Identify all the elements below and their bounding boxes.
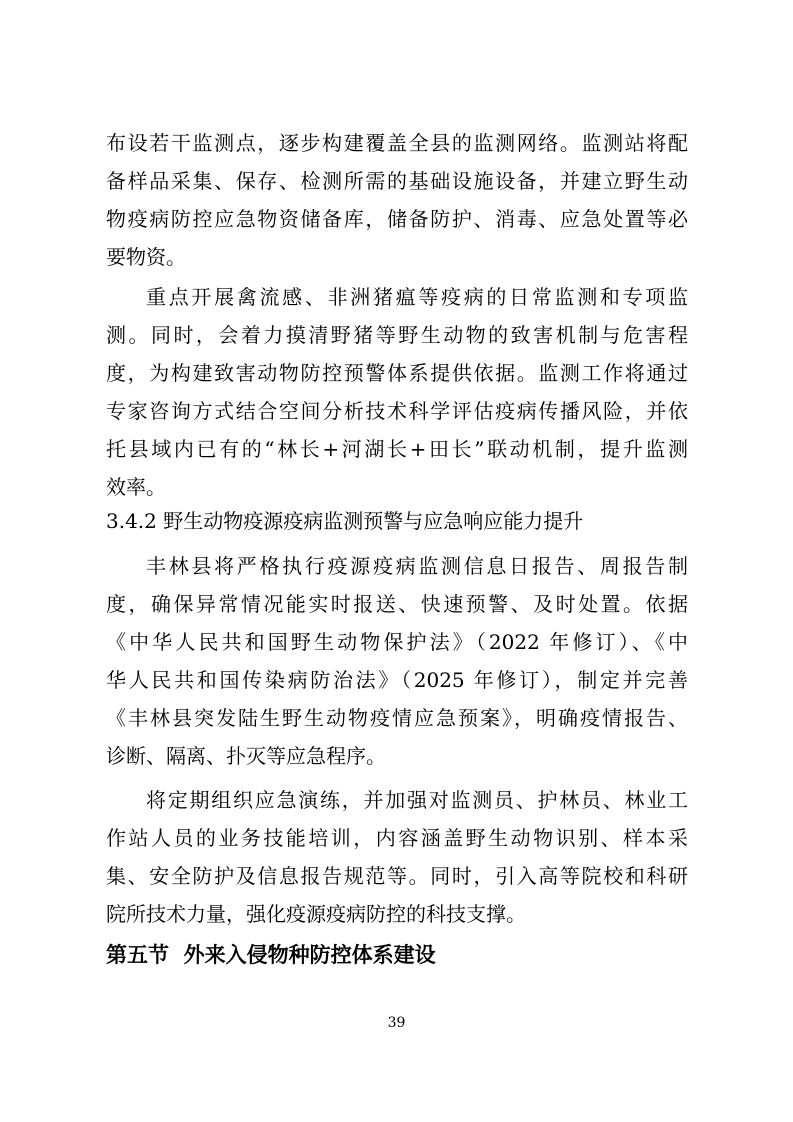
- paragraph-line: 测。同时，会着力摸清野猪等野生动物的致害机制与危害程: [106, 323, 688, 347]
- page-number: 39: [387, 1015, 406, 1031]
- paragraph-line: 效率。: [106, 475, 166, 499]
- paragraph-line: 作站人员的业务技能培训，内容涵盖野生动物识别、样本采: [106, 826, 688, 850]
- paragraph-line: 布设若干监测点，逐步构建覆盖全县的监测网络。监测站将配: [106, 131, 688, 155]
- paragraph-line: 集、安全防护及信息报告规范等。同时，引入高等院校和科研: [106, 864, 688, 888]
- paragraph-line: 院所技术力量，强化疫源疫病防控的科技支撑。: [106, 902, 526, 926]
- paragraph-line: 托县域内已有的“林长+河湖长+田长”联动机制，提升监测: [106, 437, 688, 461]
- paragraph-line: 将定期组织应急演练，并加强对监测员、护林员、林业工: [146, 788, 688, 812]
- paragraph-line: 《丰林县突发陆生野生动物疫情应急预案》，明确疫情报告、: [106, 706, 688, 730]
- paragraph: [106, 278, 688, 506]
- paragraph: [106, 124, 688, 276]
- paragraph-line: 备样品采集、保存、检测所需的基础设施设备，并建立野生动: [106, 169, 688, 193]
- subsection-heading: 3.4.2 野生动物疫源疫病监测预警与应急响应能力提升: [106, 509, 584, 533]
- paragraph-line: 度，为构建致害动物防控预警体系提供依据。监测工作将通过: [106, 361, 688, 385]
- section-heading: 第五节 外来入侵物种防控体系建设: [106, 943, 436, 967]
- paragraph-line: 重点开展禽流感、非洲猪瘟等疫病的日常监测和专项监: [146, 285, 688, 309]
- paragraph: [106, 781, 688, 933]
- paragraph: [106, 547, 688, 775]
- paragraph-line: 诊断、隔离、扑灭等应急程序。: [106, 744, 386, 768]
- paragraph-line: 丰林县将严格执行疫源疫病监测信息日报告、周报告制: [146, 554, 688, 578]
- paragraph-line: 华人民共和国传染病防治法》（2025 年修订），制定并完善: [106, 668, 688, 692]
- paragraph-line: 专家咨询方式结合空间分析技术科学评估疫病传播风险，并依: [106, 399, 688, 423]
- paragraph-line: 要物资。: [106, 245, 186, 269]
- paragraph-line: 《中华人民共和国野生动物保护法》（2022 年修订）、《中: [106, 630, 688, 654]
- paragraph-line: 度，确保异常情况能实时报送、快速预警、及时处置。依据: [106, 592, 688, 616]
- paragraph-line: 物疫病防控应急物资储备库，储备防护、消毒、应急处置等必: [106, 207, 688, 231]
